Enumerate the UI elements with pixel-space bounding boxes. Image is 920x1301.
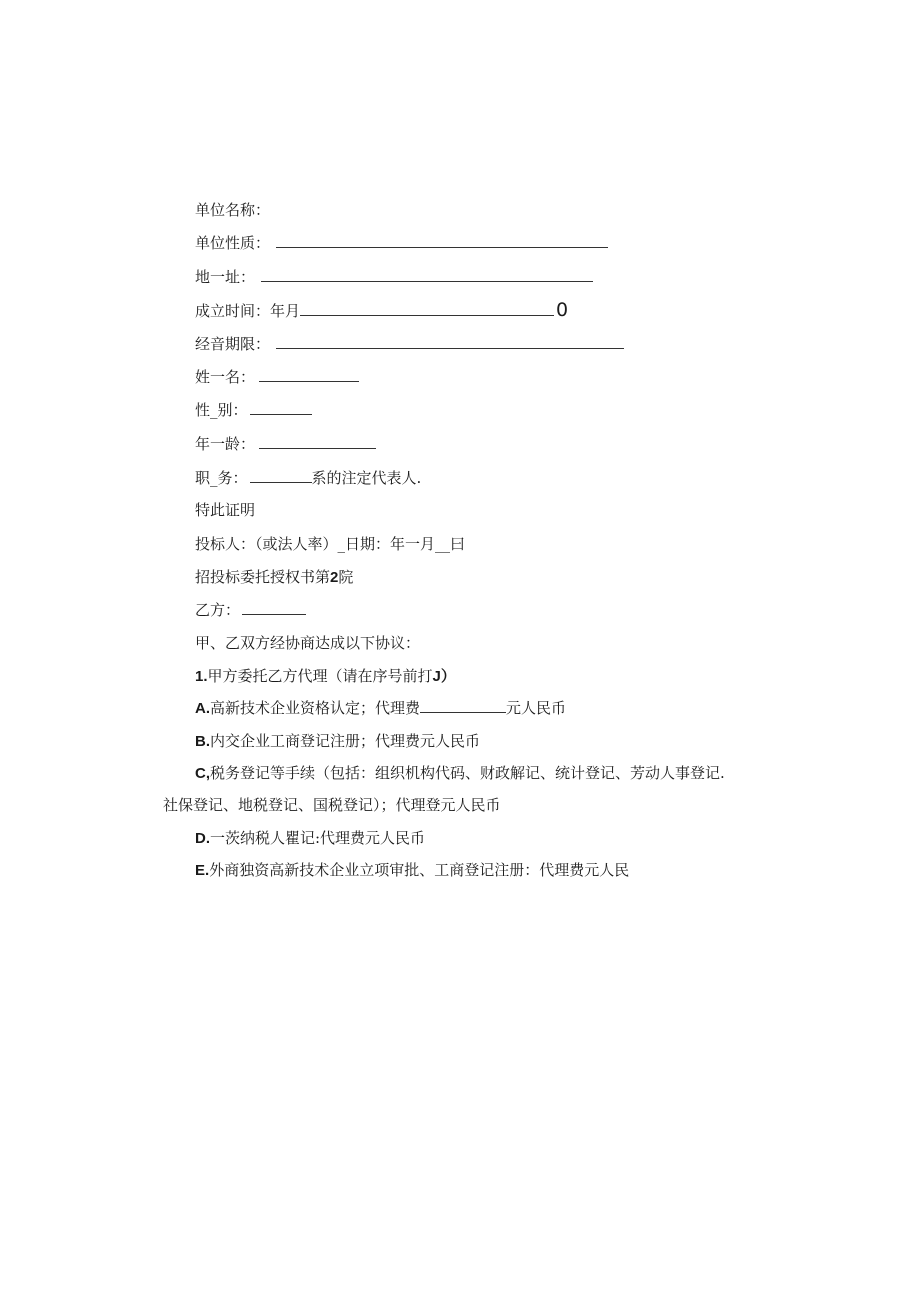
name-label: 姓一名： (195, 368, 256, 386)
unit-name-label: 单位名称： (195, 201, 271, 219)
item-e-line (195, 860, 629, 881)
item-a-num: A. (195, 700, 210, 717)
founded-line (195, 300, 568, 321)
founded-tail: 0 (556, 299, 569, 321)
position-line (195, 468, 421, 488)
item-a-tail: 元人民币 (506, 699, 567, 717)
party-b-label: 乙方： (195, 601, 241, 619)
gender-line (195, 400, 312, 420)
address-label: 地一址： (195, 268, 256, 286)
unit-name-line (195, 200, 270, 220)
item-c-num: C, (195, 765, 210, 782)
address-line (195, 267, 593, 287)
attorney-title-b: 院 (338, 568, 354, 586)
bidder-line (195, 534, 465, 554)
age-blank (259, 434, 376, 449)
gender-blank (250, 400, 312, 415)
item-1-tail: J） (432, 668, 456, 685)
term-blank (276, 334, 624, 349)
founded-blank (300, 301, 554, 316)
item-c-text: 税务登记等手续（包括：组织机构代码、财政解记、统计登记、芳动人事登记. (210, 764, 725, 782)
item-1-line (195, 666, 456, 687)
bidder-text: 投标人：（或法人率）_日期：年一月__曰 (195, 535, 466, 553)
item-c-continued-text: 社保登记、地税登记、国税登记）；代理登元人民币 (163, 796, 501, 814)
item-a-line (195, 698, 566, 719)
gender-label: 性_别： (195, 401, 248, 419)
item-b-line (195, 731, 480, 752)
age-label: 年一龄： (195, 435, 256, 453)
unit-nature-blank (276, 233, 608, 248)
unit-nature-line (195, 233, 608, 253)
item-a-blank (420, 698, 506, 713)
position-blank (250, 468, 312, 483)
party-b-line (195, 600, 306, 620)
position-tail: 系的注定代表人. (311, 469, 422, 487)
attorney-title-a: 招投标委托授权书第 (195, 568, 331, 586)
item-e-text: 外商独资高新技术企业立项审批、工商登记注册：代理费元人民 (209, 861, 630, 879)
attorney-title-line (195, 567, 353, 588)
name-line (195, 367, 359, 387)
name-blank (259, 367, 359, 382)
term-line (195, 334, 624, 354)
certify-text: 特此证明 (195, 501, 256, 519)
age-line (195, 434, 376, 454)
item-c-line (195, 763, 725, 784)
item-d-text: 一茨纳税人瞿记:代理费元人民币 (210, 829, 426, 847)
item-e-num: E. (195, 862, 210, 879)
agreement-text: 甲、乙双方经协商达成以下协议： (195, 634, 421, 652)
party-b-blank (242, 600, 306, 615)
item-1-num: 1. (195, 668, 208, 685)
founded-label: 成立时间：年月 (195, 302, 301, 320)
term-label: 经音期限： (195, 335, 271, 353)
item-d-line (195, 828, 425, 849)
certify-line (195, 500, 255, 520)
item-a-text: 高新技术企业资格认定；代理费 (210, 699, 421, 717)
attorney-title-num: 2 (330, 569, 339, 586)
item-b-num: B. (195, 733, 210, 750)
item-c-continued-line (163, 795, 501, 815)
unit-nature-label: 单位性质： (195, 234, 271, 252)
position-label: 职_务： (195, 469, 248, 487)
item-d-num: D. (195, 830, 210, 847)
agreement-line (195, 633, 420, 653)
address-blank (261, 267, 593, 282)
item-1-text: 甲方委托乙方代理（请在序号前打 (207, 667, 433, 685)
item-b-text: 内交企业工商登记注册；代理费元人民币 (210, 732, 481, 750)
